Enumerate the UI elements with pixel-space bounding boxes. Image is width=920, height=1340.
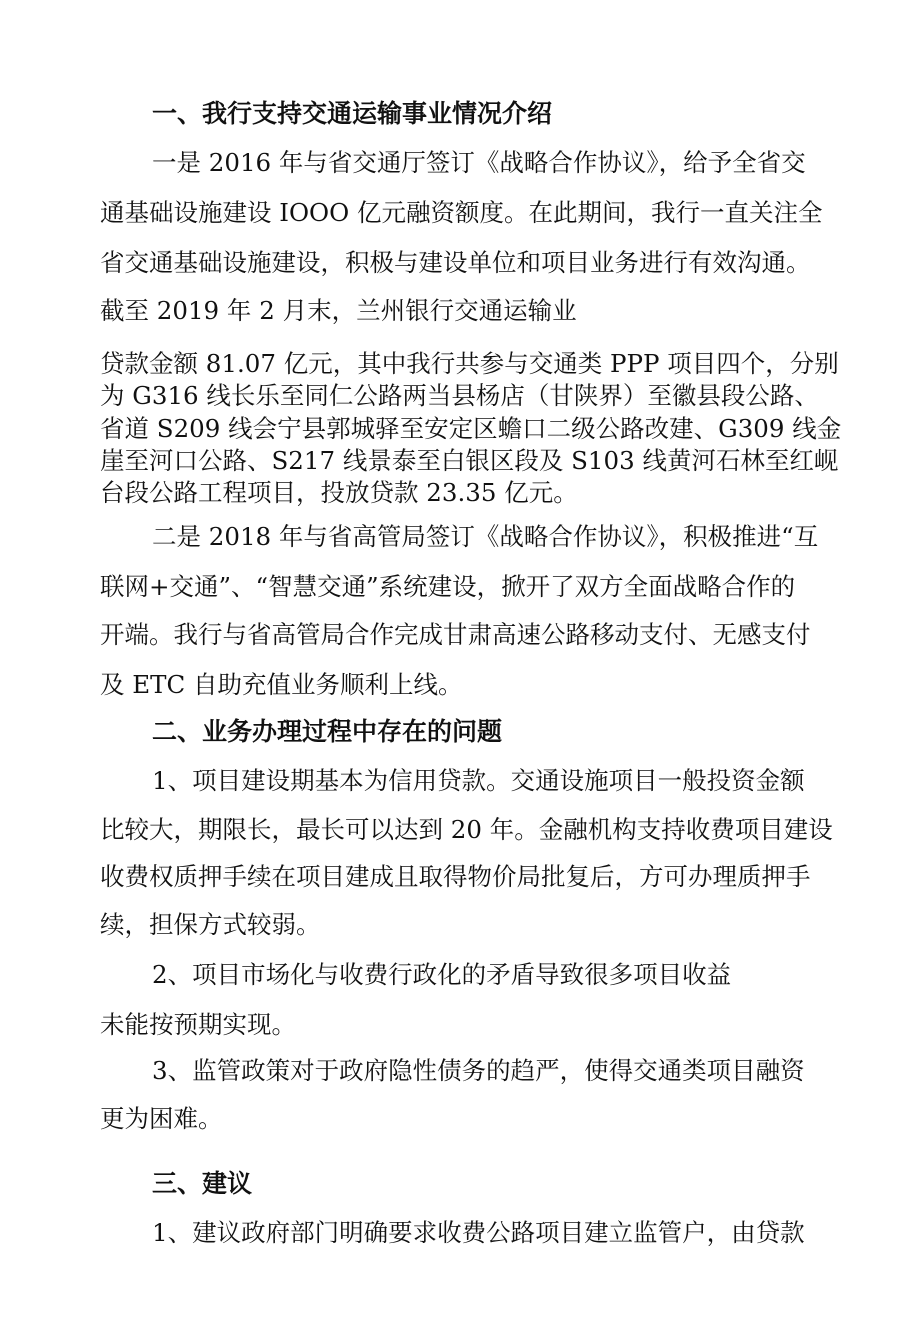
- paragraph-line: 续，担保方式较弱。: [100, 910, 321, 939]
- paragraph-line: 收费权质押手续在项目建成且取得物价局批复后，方可办理质押手: [100, 862, 811, 891]
- section-heading-2: 二、业务办理过程中存在的问题: [152, 717, 503, 746]
- paragraph-line: 省道 S209 线会宁县郭城驿至安定区蟾口二级公路改建、G309 线金: [100, 414, 842, 443]
- paragraph-line: 1、建议政府部门明确要求收费公路项目建立监管户，由贷款: [152, 1218, 805, 1247]
- paragraph-line: 省交通基础设施建设，积极与建设单位和项目业务进行有效沟通。: [100, 248, 811, 277]
- paragraph-line: 通基础设施建设 IOOO 亿元融资额度。在此期间，我行一直关注全: [100, 198, 823, 227]
- paragraph-line: 未能按预期实现。: [100, 1010, 296, 1039]
- paragraph-line: 更为困难。: [100, 1104, 223, 1133]
- paragraph-line: 台段公路工程项目，投放贷款 23.35 亿元。: [100, 478, 578, 507]
- section-heading-1: 一、我行支持交通运输事业情况介绍: [152, 99, 553, 128]
- paragraph-line: 比较大，期限长，最长可以达到 20 年。金融机构支持收费项目建设: [100, 815, 833, 844]
- paragraph-line: 联网+交通”、“智慧交通”系统建设，掀开了双方全面战略合作的: [100, 572, 796, 601]
- paragraph-line: 二是 2018 年与省高管局签订《战略合作协议》，积极推进“互: [152, 522, 819, 551]
- section-heading-3: 三、建议: [152, 1169, 253, 1198]
- paragraph-line: 截至 2019 年 2 月末，兰州银行交通运输业: [100, 296, 577, 325]
- paragraph-line: 开端。我行与省高管局合作完成甘肃高速公路移动支付、无感支付: [100, 620, 811, 649]
- paragraph-line: 3、监管政策对于政府隐性债务的趋严，使得交通类项目融资: [152, 1056, 805, 1085]
- paragraph-line: 2、项目市场化与收费行政化的矛盾导致很多项目收益: [152, 960, 732, 989]
- paragraph-line: 为 G316 线长乐至同仁公路两当县杨店（甘陕界）至徽县段公路、: [100, 381, 819, 410]
- paragraph-line: 1、项目建设期基本为信用贷款。交通设施项目一般投资金额: [152, 766, 805, 795]
- paragraph-line: 崖至河口公路、S217 线景泰至白银区段及 S103 线黄河石林至红岘: [100, 446, 839, 475]
- paragraph-line: 一是 2016 年与省交通厅签订《战略合作协议》，给予全省交: [152, 148, 806, 177]
- paragraph-line: 贷款金额 81.07 亿元，其中我行共参与交通类 PPP 项目四个，分别: [100, 349, 839, 378]
- paragraph-line: 及 ETC 自助充值业务顺利上线。: [100, 670, 463, 699]
